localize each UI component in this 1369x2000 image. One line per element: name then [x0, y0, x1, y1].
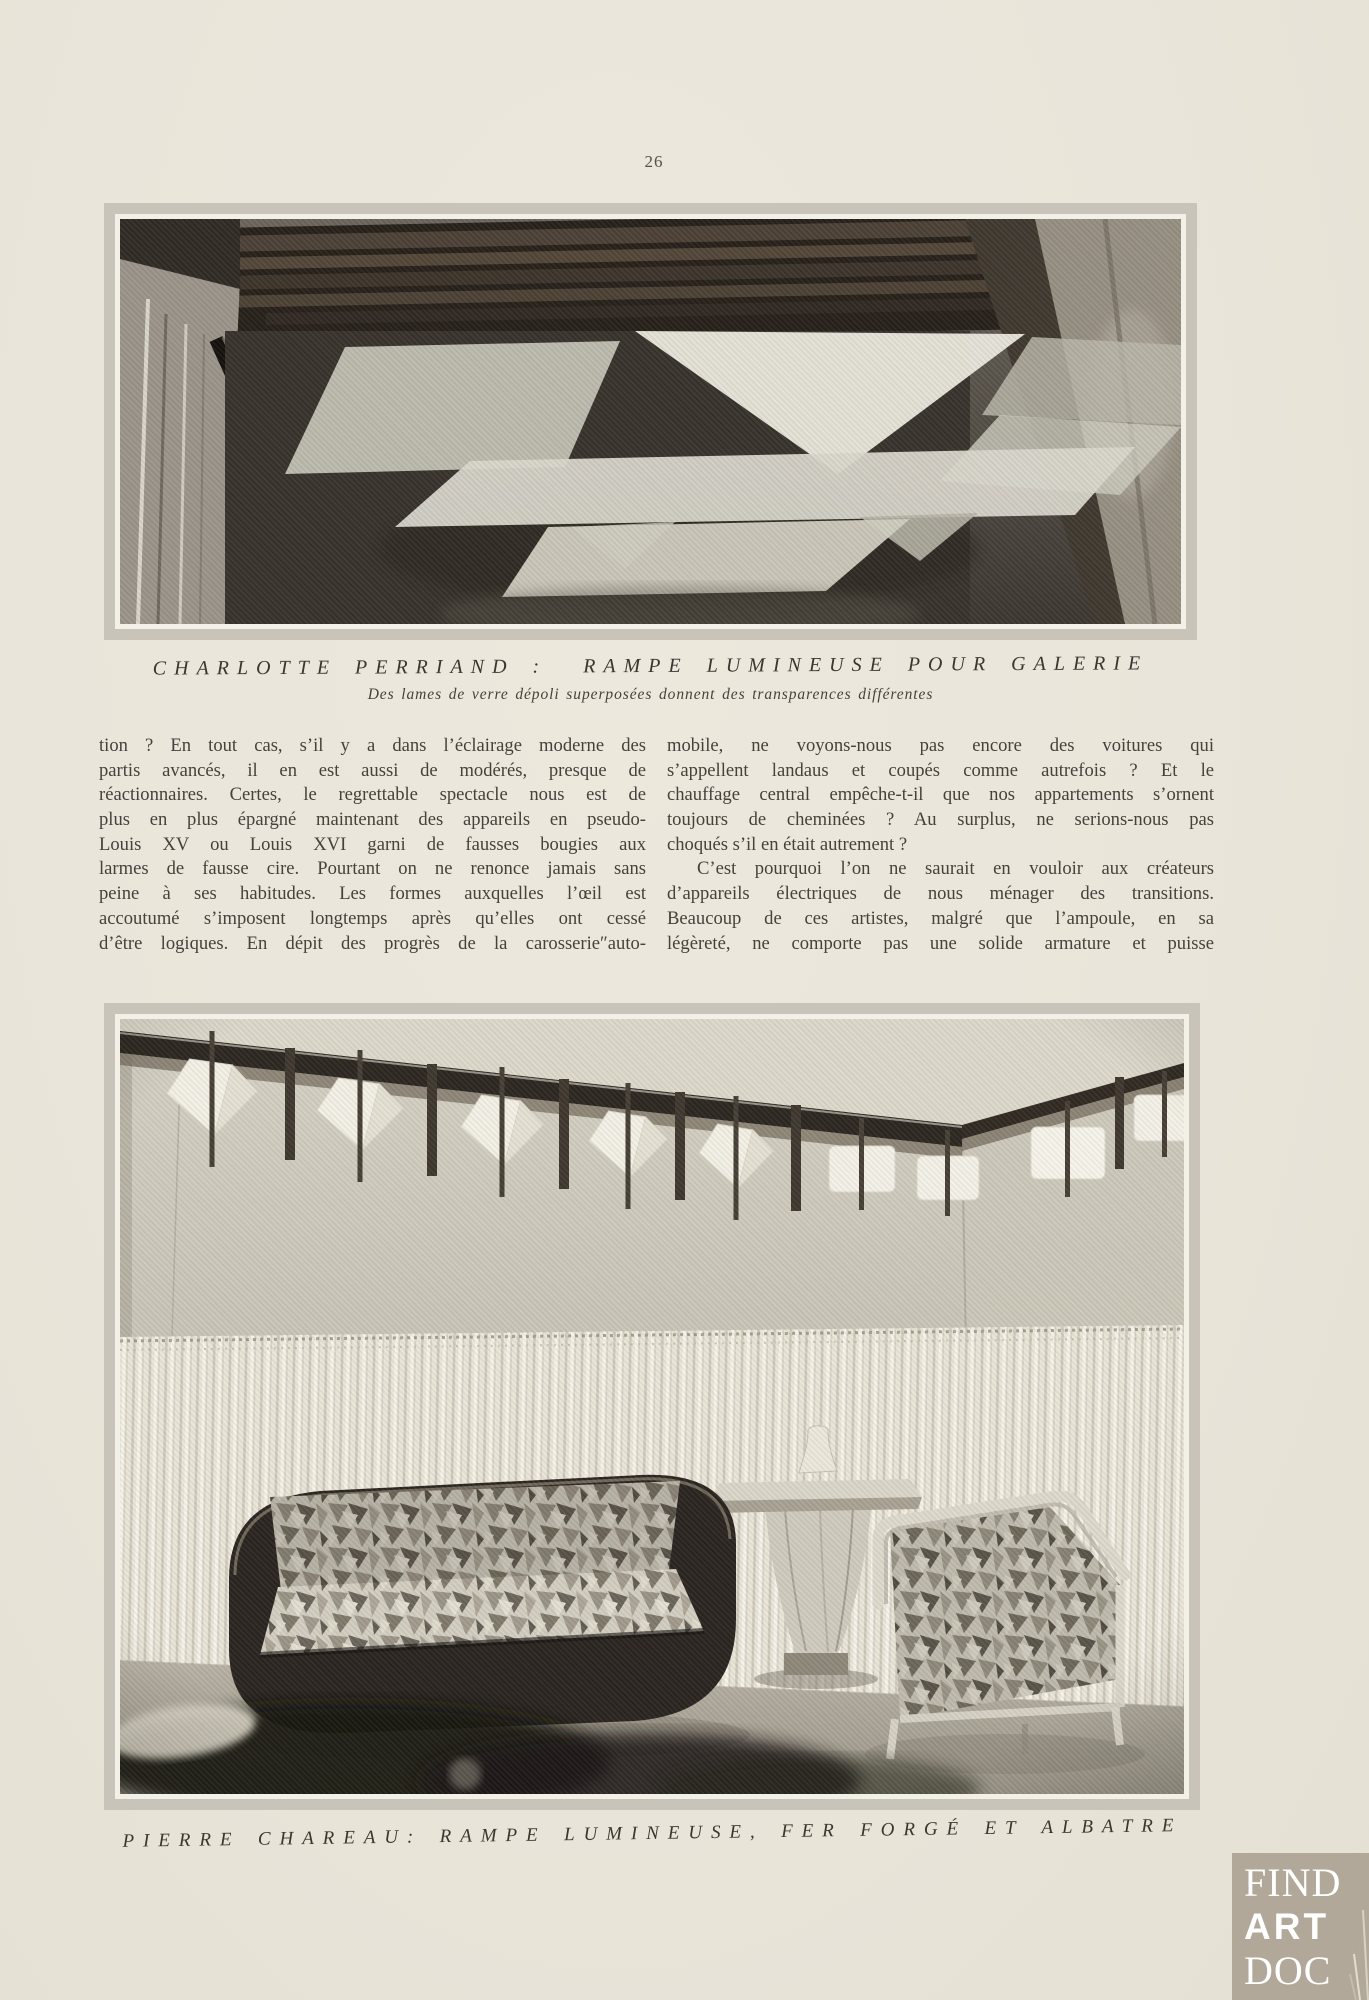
right-column — [667, 734, 1214, 956]
figure1-subcaption: Des lames de verre dépoli superposées donnent des transparences différentes — [367, 686, 934, 703]
text-line: Louis XV ou Louis XVI garni de fausses bougies aux — [99, 833, 646, 855]
text-line: d’appareils électriques de nous ménager des transitions. — [667, 883, 1214, 905]
article-text — [99, 734, 1214, 956]
text-line: peine à ses habitudes. Les formes auxquelles l’œil est — [99, 883, 646, 905]
vignette — [120, 1019, 1184, 1794]
text-line: choqués s’il en était autrement ? — [667, 833, 908, 855]
chareau-interior-photo — [120, 1019, 1184, 1794]
text-line: légèreté, ne comporte pas une solide armature et puisse — [667, 932, 1214, 954]
text-line: d’être logiques. En dépit des progrès de la carosserie″auto- — [99, 932, 646, 954]
text-line: tion ? En tout cas, s’il y a dans l’éclairage moderne des — [99, 735, 646, 756]
watermark-line-art: ART — [1244, 1906, 1330, 1947]
perriand-ceiling-photo — [120, 219, 1181, 624]
text-line: toujours de cheminées ? Au surplus, ne serions-nous pas — [667, 809, 1214, 831]
text-line: larmes de fausse cire. Pourtant on ne renonce jamais sans — [99, 858, 646, 880]
text-line: Beaucoup de ces artistes, malgré que l’ampoule, en sa — [667, 907, 1214, 929]
watermark-line-doc: DOC — [1244, 1948, 1332, 1993]
photo-frame-2 — [115, 1014, 1189, 1799]
text-line: mobile, ne voyons-nous pas encore des voitures qui — [667, 735, 1214, 756]
text-line: réactionnaires. Certes, le regrettable spectacle nous est de — [99, 784, 646, 806]
photo-frame-1 — [115, 214, 1186, 629]
figure-chareau — [104, 1003, 1200, 1810]
left-window-wall — [120, 219, 240, 624]
text-line: s’appellent landaus et coupés comme autrefois ? Et le — [667, 759, 1214, 781]
page-number: 26 — [644, 152, 664, 171]
figure-perriand — [104, 203, 1197, 640]
figure1-caption: CHARLOTTE PERRIAND : RAMPE LUMINEUSE POUR GALERIE — [152, 652, 1149, 680]
findartdoc-watermark — [1232, 1853, 1369, 2000]
text-line: plus en plus épargné maintenant des appareils en pseudo- — [99, 809, 646, 831]
watermark-line-find: FIND — [1244, 1860, 1342, 1905]
text-line: accoutumé s’imposent longtemps après qu’elles ont cessé — [99, 907, 646, 929]
left-column — [99, 734, 646, 956]
text-line: C’est pourquoi l’on ne saurait en vouloir aux créateurs — [697, 858, 1214, 880]
figure2-caption: PIERRE CHAREAU: RAMPE LUMINEUSE, FER FORGÉ ET ALBATRE — [122, 1815, 1183, 1852]
page-curl-icon — [1347, 1890, 1369, 2000]
text-line: chauffage central empêche-t-il que nos appartements s’ornent — [667, 784, 1214, 806]
text-line: partis avancés, il en est aussi de modérés, presque de — [99, 759, 646, 781]
